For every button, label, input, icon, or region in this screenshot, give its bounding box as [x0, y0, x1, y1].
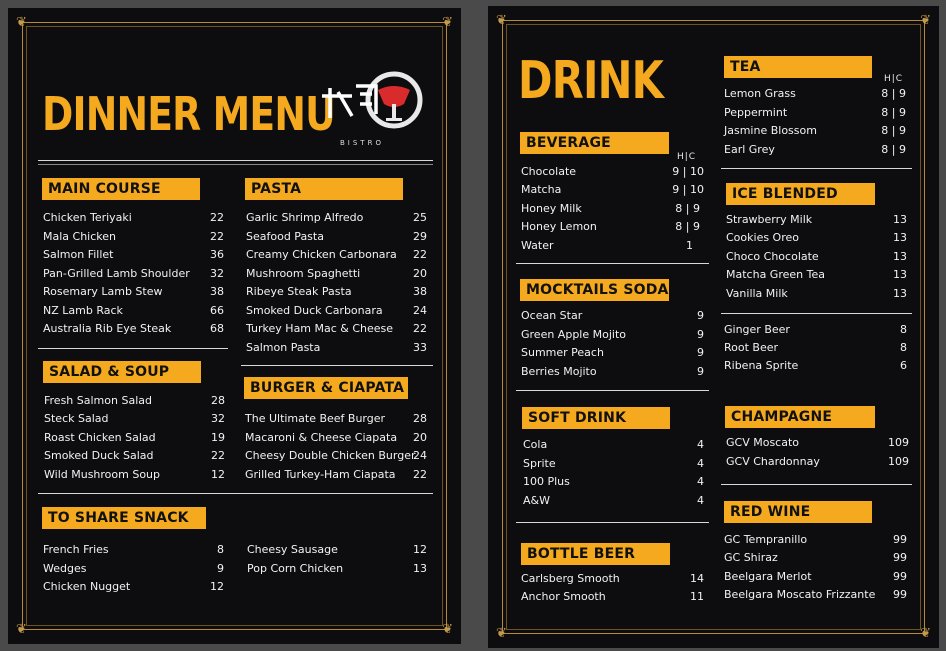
section-header-red-wine: RED WINE: [724, 501, 872, 523]
menu-item: Sprite 4: [523, 457, 704, 470]
menu-item: Summer Peach 9: [521, 346, 704, 359]
menu-item: Matcha Green Tea 13: [726, 268, 907, 281]
divider: [516, 263, 709, 264]
menu-item: Steck Salad 32: [44, 412, 225, 425]
divider: [38, 348, 228, 349]
divider: [516, 522, 709, 523]
drink-menu-page: [488, 6, 939, 648]
menu-item: The Ultimate Beef Burger 28: [245, 412, 427, 425]
menu-item: Seafood Pasta 29: [246, 230, 427, 243]
menu-item: Ginger Beer 8: [724, 323, 907, 336]
menu-item: Rosemary Lamb Stew 38: [43, 285, 224, 298]
menu-item: Chicken Nugget 12: [43, 580, 224, 593]
menu-item: Berries Mojito 9: [521, 365, 704, 378]
ornament-icon: ❦: [920, 13, 931, 28]
hot-cold-label: H|C: [677, 152, 697, 162]
menu-item: Earl Grey 8 | 9: [724, 143, 906, 156]
page-title: DRINK: [518, 51, 664, 111]
menu-item: Pop Corn Chicken 13: [247, 562, 427, 575]
section-header-beverage: BEVERAGE: [520, 132, 669, 154]
menu-item: Jasmine Blossom 8 | 9: [724, 124, 906, 137]
ornament-icon: ❦: [442, 622, 453, 637]
menu-item: Strawberry Milk 13: [726, 213, 907, 226]
menu-item: Green Apple Mojito 9: [521, 328, 704, 341]
menu-item: Pan-Grilled Lamb Shoulder 32: [43, 267, 224, 280]
menu-item: Anchor Smooth 11: [521, 590, 704, 603]
menu-item: Chicken Teriyaki 22: [43, 211, 224, 224]
menu-item: Ocean Star 9: [521, 309, 704, 322]
menu-item: Mala Chicken 22: [43, 230, 224, 243]
menu-item: Grilled Turkey-Ham Ciapata 22: [245, 468, 427, 481]
section-header-burger: BURGER & CIAPATA: [244, 377, 408, 399]
section-header-tea: TEA: [724, 56, 872, 78]
section-header-mocktails: MOCKTAILS SODA: [520, 279, 669, 301]
menu-item: Smoked Duck Salad 22: [44, 449, 225, 462]
menu-item: Wild Mushroom Soup 12: [44, 468, 225, 481]
menu-item: GCV Moscato 109: [726, 436, 909, 449]
divider: [38, 493, 433, 494]
menu-item: GC Tempranillo 99: [724, 533, 907, 546]
menu-item: Cookies Oreo 13: [726, 231, 907, 244]
menu-item: Macaroni & Cheese Ciapata 20: [245, 431, 427, 444]
section-header-ice-blended: ICE BLENDED: [726, 183, 875, 205]
divider: [38, 164, 433, 165]
divider: [38, 160, 433, 161]
menu-item: Matcha 9 | 10: [521, 183, 704, 196]
divider: [721, 313, 912, 314]
menu-item: Salmon Pasta 33: [246, 341, 427, 354]
menu-item: Ribena Sprite 6: [724, 359, 907, 372]
menu-item: Salmon Fillet 36: [43, 248, 224, 261]
section-header-pasta: PASTA: [245, 178, 403, 200]
menu-item: Smoked Duck Carbonara 24: [246, 304, 427, 317]
page-title: DINNER MENU: [42, 87, 335, 141]
ornament-icon: ❦: [16, 622, 27, 637]
menu-item: GCV Chardonnay 109: [726, 455, 909, 468]
menu-item: Beelgara Merlot 99: [724, 570, 907, 583]
menu-item: Peppermint 8 | 9: [724, 106, 906, 119]
menu-item: Beelgara Moscato Frizzante 99: [724, 588, 907, 601]
divider: [721, 484, 912, 485]
menu-item: 100 Plus 4: [523, 475, 704, 488]
menu-item: Ribeye Steak Pasta 38: [246, 285, 427, 298]
menu-item: Australia Rib Eye Steak 68: [43, 322, 224, 335]
divider: [721, 168, 912, 169]
menu-item: Cheesy Double Chicken Burger 24: [245, 449, 427, 462]
menu-item: Mushroom Spaghetti 20: [246, 267, 427, 280]
logo-subtitle: BISTRO: [340, 139, 384, 147]
ornament-icon: ❦: [16, 15, 27, 30]
menu-item: Garlic Shrimp Alfredo 25: [246, 211, 427, 224]
menu-item: Honey Lemon 8 | 9: [521, 220, 700, 233]
ornament-icon: ❦: [496, 13, 507, 28]
section-header-bottle-beer: BOTTLE BEER: [521, 543, 670, 565]
section-header-snack: TO SHARE SNACK: [42, 507, 206, 529]
menu-item: Turkey Ham Mac & Cheese 22: [246, 322, 427, 335]
ornament-icon: ❦: [920, 626, 931, 641]
section-header-main-course: MAIN COURSE: [42, 178, 200, 200]
menu-item: NZ Lamb Rack 66: [43, 304, 224, 317]
dinner-menu-page: [8, 8, 461, 644]
divider: [241, 365, 433, 366]
divider: [516, 390, 709, 391]
menu-item: A&W 4: [523, 494, 704, 507]
hot-cold-label: H|C: [884, 74, 904, 84]
menu-item: Cheesy Sausage 12: [247, 543, 427, 556]
section-header-salad-soup: SALAD & SOUP: [43, 361, 201, 383]
menu-item: Fresh Salmon Salad 28: [44, 394, 225, 407]
section-header-soft-drink: SOFT DRINK: [522, 407, 670, 429]
menu-item: Chocolate 9 | 10: [521, 165, 704, 178]
menu-item: Choco Chocolate 13: [726, 250, 907, 263]
menu-item: French Fries 8: [43, 543, 224, 556]
menu-item: Roast Chicken Salad 19: [44, 431, 225, 444]
menu-item: Water 1: [521, 239, 693, 252]
section-header-champagne: CHAMPAGNE: [725, 406, 875, 428]
menu-item: Wedges 9: [43, 562, 224, 575]
ornament-icon: ❦: [442, 15, 453, 30]
menu-item: GC Shiraz 99: [724, 551, 907, 564]
menu-item: Honey Milk 8 | 9: [521, 202, 700, 215]
ornament-icon: ❦: [496, 626, 507, 641]
menu-item: Carlsberg Smooth 14: [521, 572, 704, 585]
bistro-logo: [316, 70, 426, 144]
menu-item: Creamy Chicken Carbonara 22: [246, 248, 427, 261]
menu-item: Vanilla Milk 13: [726, 287, 907, 300]
menu-item: Root Beer 8: [724, 341, 907, 354]
menu-item: Cola 4: [523, 438, 704, 451]
menu-item: Lemon Grass 8 | 9: [724, 87, 906, 100]
